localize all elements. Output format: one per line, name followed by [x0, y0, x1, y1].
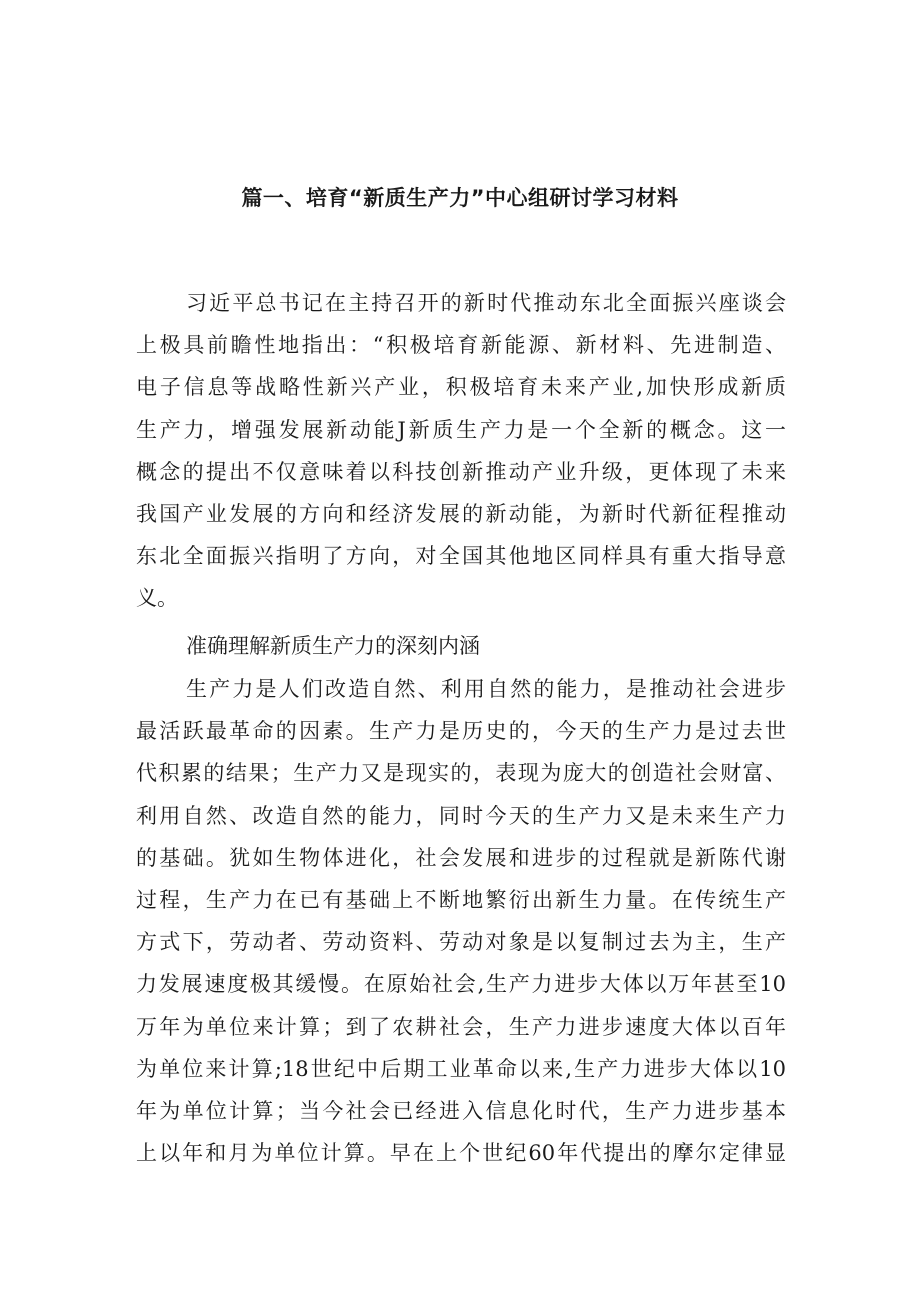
paragraph-line: 生产力，增强发展新动能J新质生产力是一个全新的概念。这一 [136, 417, 786, 442]
paragraph-line: 义。 [136, 586, 178, 611]
paragraph-line: 的基础。犹如生物体进化，社会发展和进步的过程就是新陈代谢 [136, 845, 786, 870]
paragraph-line: 年为单位计算；当今社会已经进入信息化时代，生产力进步基本 [136, 1098, 786, 1123]
paragraph-line: 东北全面振兴指明了方向，对全国其他地区同样具有重大指导意 [136, 544, 786, 569]
paragraph-productivity [136, 668, 786, 1174]
paragraph-line: 过程，生产力在已有基础上不断地繁衍出新生力量。在传统生产 [136, 887, 786, 912]
paragraph-line: 概念的提出不仅意味着以科技创新推动产业升级，更体现了未来 [136, 459, 786, 484]
section-heading: 准确理解新质生产力的深刻内涵 [186, 634, 480, 658]
paragraph-line: 我国产业发展的方向和经济发展的新动能，为新时代新征程推动 [136, 501, 786, 526]
paragraph-line: 电子信息等战略性新兴产业，积极培育未来产业,加快形成新质 [136, 375, 786, 400]
paragraph-line: 力发展速度极其缓慢。在原始社会,生产力进步大体以万年甚至10 [136, 972, 786, 997]
paragraph-line: 生产力是人们改造自然、利用自然的能力，是推动社会进步 [186, 677, 786, 701]
paragraph-line: 习近平总书记在主持召开的新时代推动东北全面振兴座谈会 [186, 291, 786, 315]
paragraph-line: 万年为单位来计算；到了农耕社会，生产力进步速度大体以百年 [136, 1014, 786, 1039]
paragraph-line: 最活跃最革命的因素。生产力是历史的，今天的生产力是过去世 [136, 719, 786, 744]
document-title: 篇一、培育“新质生产力”中心组研讨学习材料 [241, 186, 679, 210]
section-heading-block [136, 625, 786, 667]
paragraph-line: 代积累的结果；生产力又是现实的，表现为庞大的创造社会财富、 [136, 761, 786, 786]
paragraph-line: 方式下，劳动者、劳动资料、劳动对象是以复制过去为主，生产 [136, 930, 786, 955]
paragraph-line: 上极具前瞻性地指出：“积极培育新能源、新材料、先进制造、 [136, 333, 786, 358]
paragraph-line: 为单位来计算;18世纪中后期工业革命以来,生产力进步大体以10 [136, 1056, 786, 1081]
paragraph-intro [136, 282, 786, 620]
paragraph-line: 利用自然、改造自然的能力，同时今天的生产力又是未来生产力 [136, 803, 786, 828]
paragraph-line: 上以年和月为单位计算。早在上个世纪60年代提出的摩尔定律显 [136, 1141, 786, 1166]
